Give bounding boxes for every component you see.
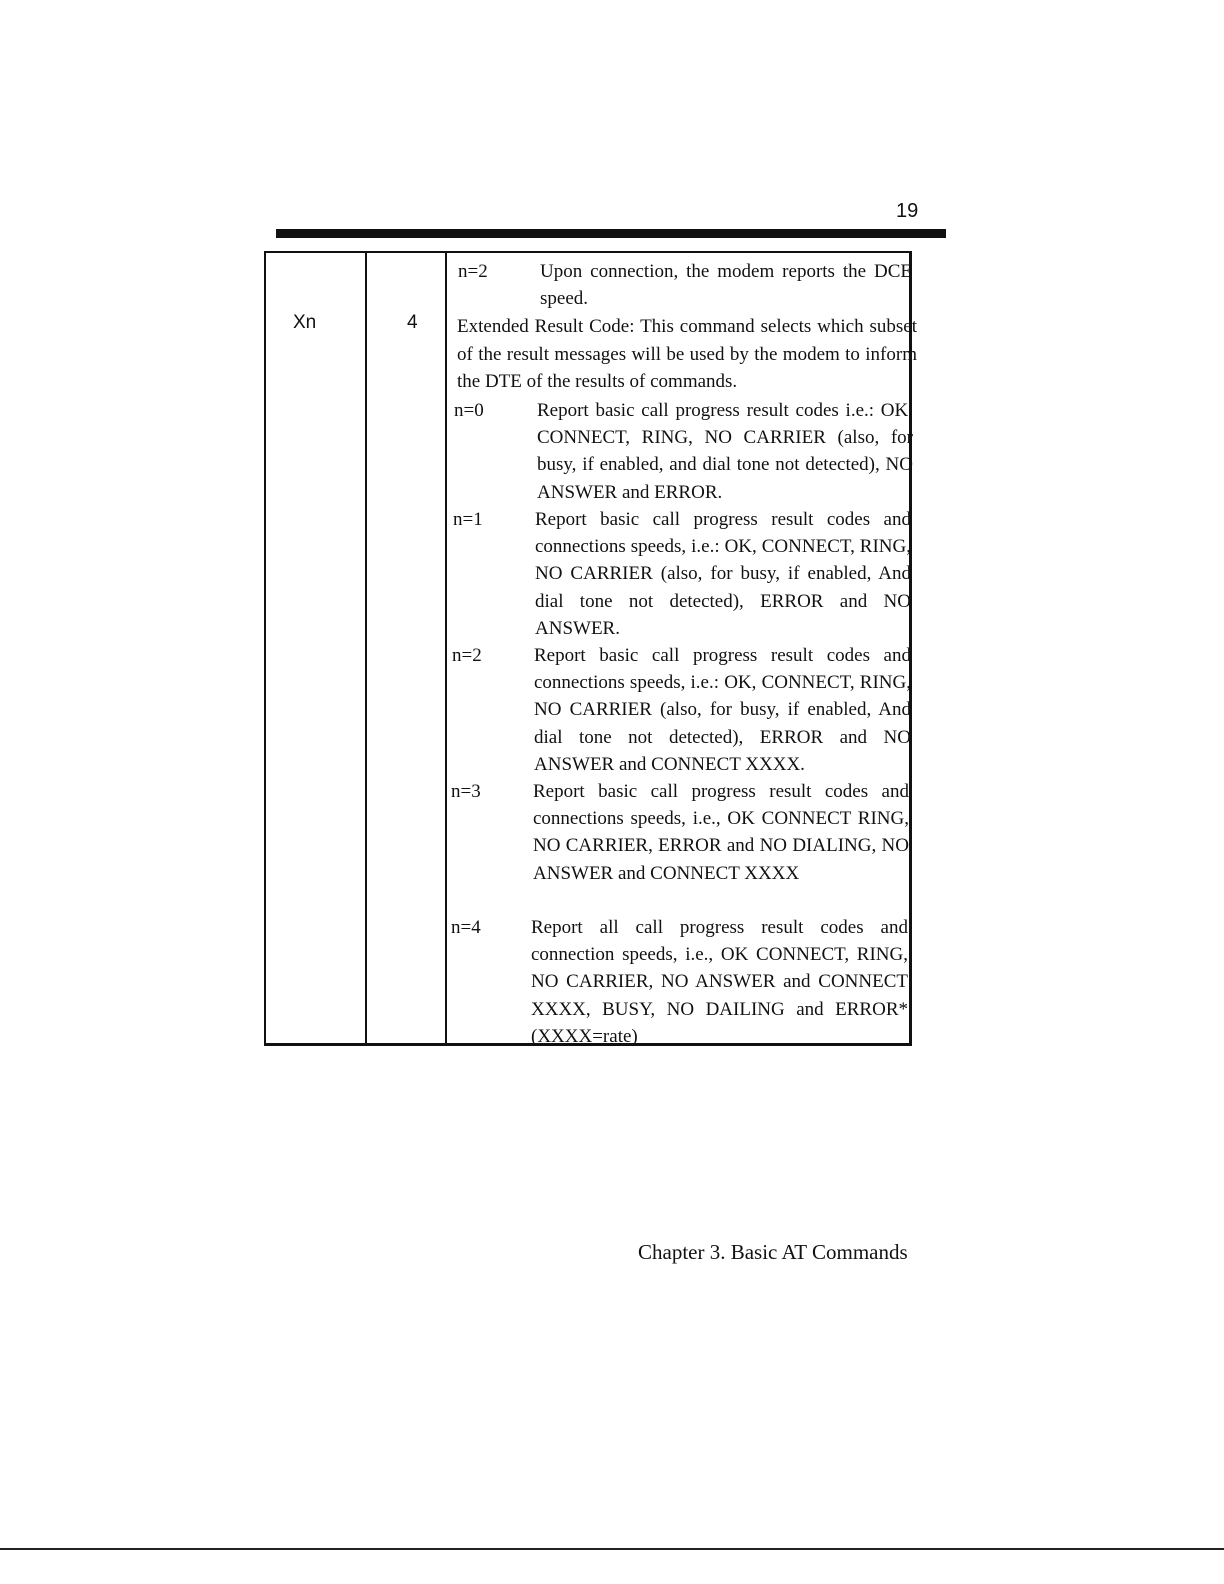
option-text: Report basic call progress result codes and connections speeds, i.e.: OK, CONNECT, RING, NO CARRIER (also, for busy, if enabled, And dial tone not detected), ERROR and NO ANSWER and CONNECT XXXX. [534, 645, 911, 775]
command-name: Xn [293, 312, 317, 333]
command-description: Extended Result Code: This command selects which subset of the result messages will be used by the modem to inform the DTE of the results of commands. [457, 316, 917, 392]
option-key: n=0 [454, 400, 484, 421]
option-key: n=2 [458, 261, 488, 282]
option-text: Report all call progress result codes and connection speeds, i.e., OK CONNECT, RING, NO CARRIER, NO ANSWER and CONNECT XXXX, BUSY, NO DAILING and ERROR* (XXXX=rate) [531, 917, 908, 1047]
option-text: Report basic call progress result codes and connections speeds, i.e., OK CONNECT RING, NO CARRIER, ERROR and NO DIALING, NO ANSWER and CONNECT XXXX [533, 781, 909, 884]
table-divider-1 [365, 251, 367, 1046]
option-key: n=4 [451, 917, 481, 938]
table-divider-2 [445, 251, 447, 1046]
page-bottom-rule [0, 1548, 1224, 1550]
option-key: n=2 [452, 645, 482, 666]
option-key: n=3 [451, 781, 481, 802]
table-border-left [264, 251, 266, 1046]
option-text: Report basic call progress result codes i.e.: OK, CONNECT, RING, NO CARRIER (also, for busy, if enabled, and dial tone not detected), NO ANSWER and ERROR. [537, 400, 913, 503]
table-border-top [264, 251, 912, 253]
option-key: n=1 [453, 509, 483, 530]
option-text: Report basic call progress result codes and connections speeds, i.e.: OK, CONNECT, RING, NO CARRIER (also, for busy, if enabled, And dial tone not detected), ERROR and NO ANSWER. [535, 509, 911, 639]
chapter-footer: Chapter 3. Basic AT Commands [638, 1240, 908, 1264]
page-number: 19 [896, 200, 919, 222]
header-rule [276, 229, 946, 238]
command-default: 4 [407, 312, 418, 333]
option-text: Upon connection, the modem reports the DCE speed. [540, 261, 912, 310]
